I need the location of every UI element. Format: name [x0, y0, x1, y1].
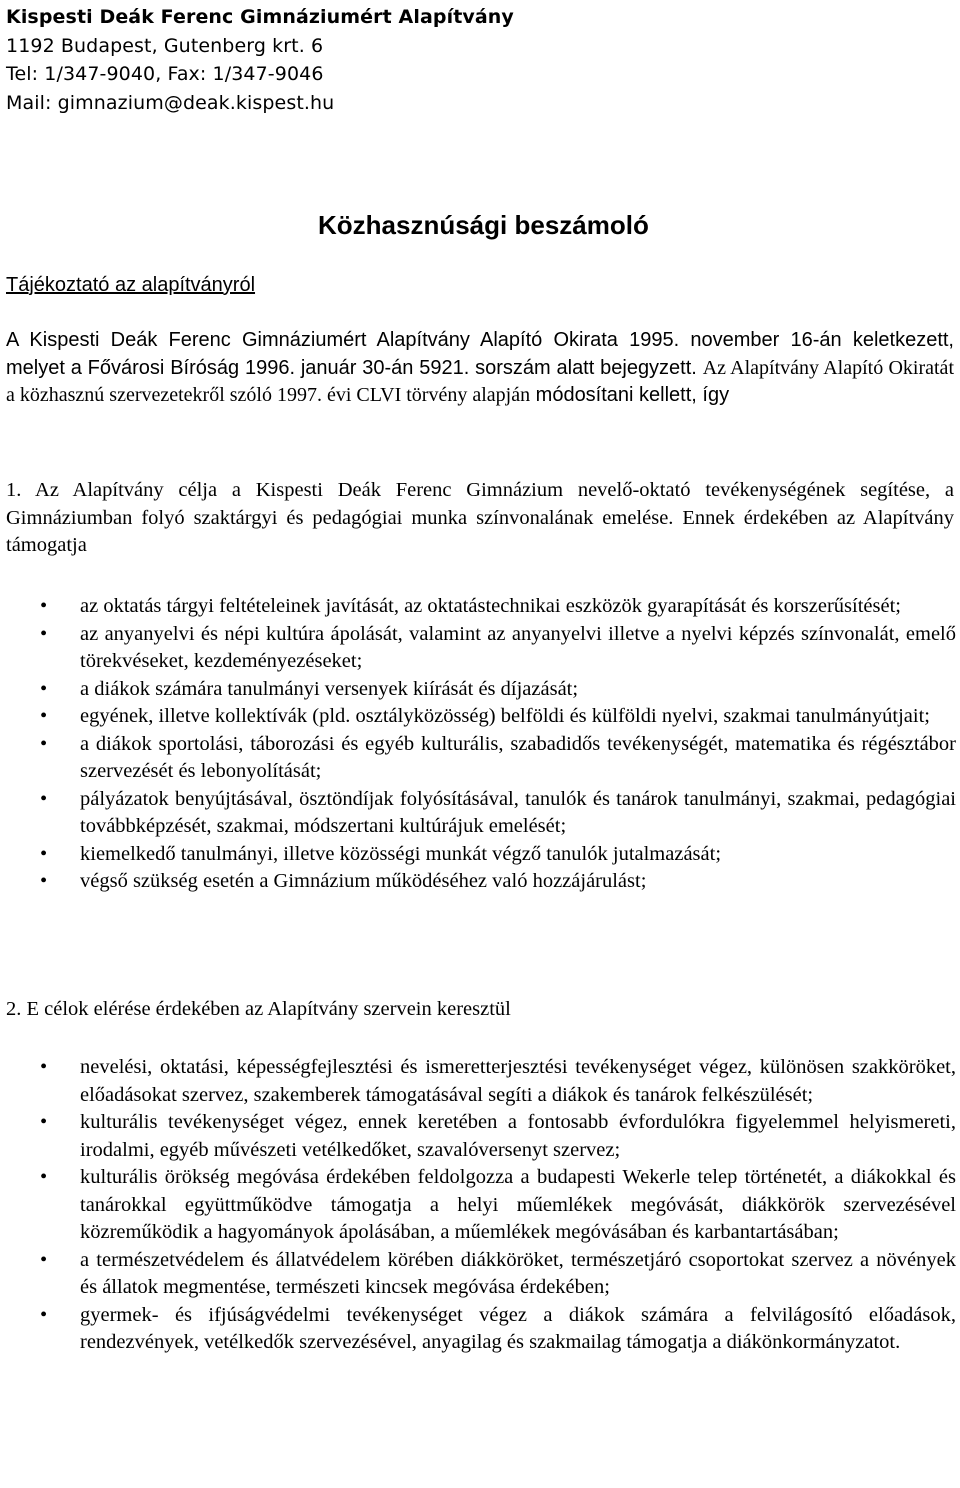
intro-paragraph	[6, 327, 954, 410]
support-list	[0, 593, 956, 896]
bullet-icon: •	[40, 1166, 48, 1188]
letterhead	[6, 3, 514, 117]
list-item: • a természetvédelem és állatvédelem körében diákköröket, természetjáró csoportokat szervez a növények és állatok megmentése, természeti kincsek megóvása érdekében;	[40, 1248, 956, 1298]
org-name: Kispesti Deák Ferenc Gimnáziumért Alapítvány	[6, 6, 514, 28]
bullet-icon: •	[40, 732, 48, 755]
org-phone: Tel: 1/347-9040, Fax: 1/347-9046	[6, 63, 324, 85]
intro-text-3: módosítani kellett, így	[535, 384, 730, 406]
intro-text-1: A Kispesti Deák Ferenc Gimnáziumért Alapítvány Alapító Okirata 1995. november 16-án keletkezett, melyet a Fővárosi Bíróság 1996. január 30-án 5921. sorszám alatt bejegyzett.	[6, 329, 954, 379]
list-item: • az anyanyelvi és népi kultúra ápolását, valamint az anyanyelvi illetve a nyelvi képzés színvonalát, emelő törekvéseket, kezdeményezéseket;	[40, 622, 956, 672]
list-item: • pályázatok benyújtásával, ösztöndíjak folyósításával, tanulók és tanárok tanulmányi, szakmai, pedagógiai továbbképzését, szakmai, módszertani kultúrájuk emelését;	[40, 787, 956, 837]
org-address: 1192 Budapest, Gutenberg krt. 6	[6, 34, 324, 57]
list-item: • az oktatás tárgyi feltételeinek javítását, az oktatástechnikai eszközök gyarapítását és korszerűsítését;	[0, 593, 956, 621]
activities-list	[0, 1054, 956, 1357]
document-title: Közhasznúsági beszámoló	[318, 210, 649, 240]
list-item: • gyermek- és ifjúságvédelmi tevékenységet végez a diákok számára a felvilágosító előadások, rendezvények, vetélkedők szervezésével, anyagilag és szakmailag támogatja a diákönkormányzatot.	[40, 1303, 956, 1353]
bullet-icon: •	[40, 1303, 48, 1326]
intro-text-2: Az Alapítvány Alapító Okiratát a közhasznú szervezetekről szóló 1997. évi CLVI törvény alapján	[6, 356, 954, 406]
bullet-icon: •	[40, 787, 48, 810]
list-item: • nevelési, oktatási, képességfejlesztési és ismeretterjesztési tevékenységet végez, különösen szakköröket, előadásokat szervez, szakemberek támogatásával segíti a diákok és tanárok felkészülését;	[40, 1056, 956, 1106]
list-item: • kiemelkedő tanulmányi, illetve közösségi munkát végző tanulók jutalmazását;	[0, 841, 956, 869]
list-item: • kulturális tevékenységet végez, ennek keretében a fontosabb évfordulókra figyelemmel helyismereti, irodalmi, egyéb művészeti vetélkedőket, szavalóversenyt szervez;	[40, 1111, 956, 1161]
list-item: • kulturális örökség megóvása érdekében feldolgozza a budapesti Wekerle telep történetét, a diákokkal és tanárokkal együttműködve támogatja a helyi műemlékek megóvását, diákkörök szervezésével közreműködik a hagyományok ápolásában, a műemlékek megóvásában és karbantartásában;	[40, 1166, 956, 1243]
bullet-icon: •	[40, 870, 48, 892]
list-item: • végső szükség esetén a Gimnázium működéséhez való hozzájárulást;	[0, 868, 956, 896]
list-item: • a diákok sportolási, táborozási és egyéb kulturális, szabadidős tevékenységét, matematika és régésztábor szervezését és lebonyolítását;	[40, 732, 956, 782]
bullet-icon: •	[40, 842, 48, 865]
goal-paragraph: 1. Az Alapítvány célja a Kispesti Deák Ferenc Gimnázium nevelő-oktató tevékenységének segítése, a Gimnáziumban folyó szaktárgyi és pedagógiai munka színvonalának emelése. Ennek érdekében az Alapítvány támogatja	[6, 479, 954, 556]
org-mail: Mail: gimnazium@deak.kispest.hu	[6, 91, 335, 114]
bullet-icon: •	[40, 1248, 48, 1271]
bullet-icon: •	[40, 622, 48, 645]
list-item: • egyének, illetve kollektívák (pld. osztályközösség) belföldi és külföldi nyelvi, szakmai tanulmányútjait;	[0, 703, 956, 731]
bullet-icon: •	[40, 677, 48, 700]
section-title: Tájékoztató az alapítványról	[6, 274, 256, 296]
bullet-icon: •	[40, 1056, 48, 1078]
bullet-icon: •	[40, 705, 48, 727]
list-item: • a diákok számára tanulmányi versenyek kiírását és díjazását;	[0, 676, 956, 704]
means-paragraph: 2. E célok elérése érdekében az Alapítvány szervein keresztül	[6, 998, 511, 1020]
bullet-icon: •	[40, 595, 48, 617]
bullet-icon: •	[40, 1111, 48, 1133]
